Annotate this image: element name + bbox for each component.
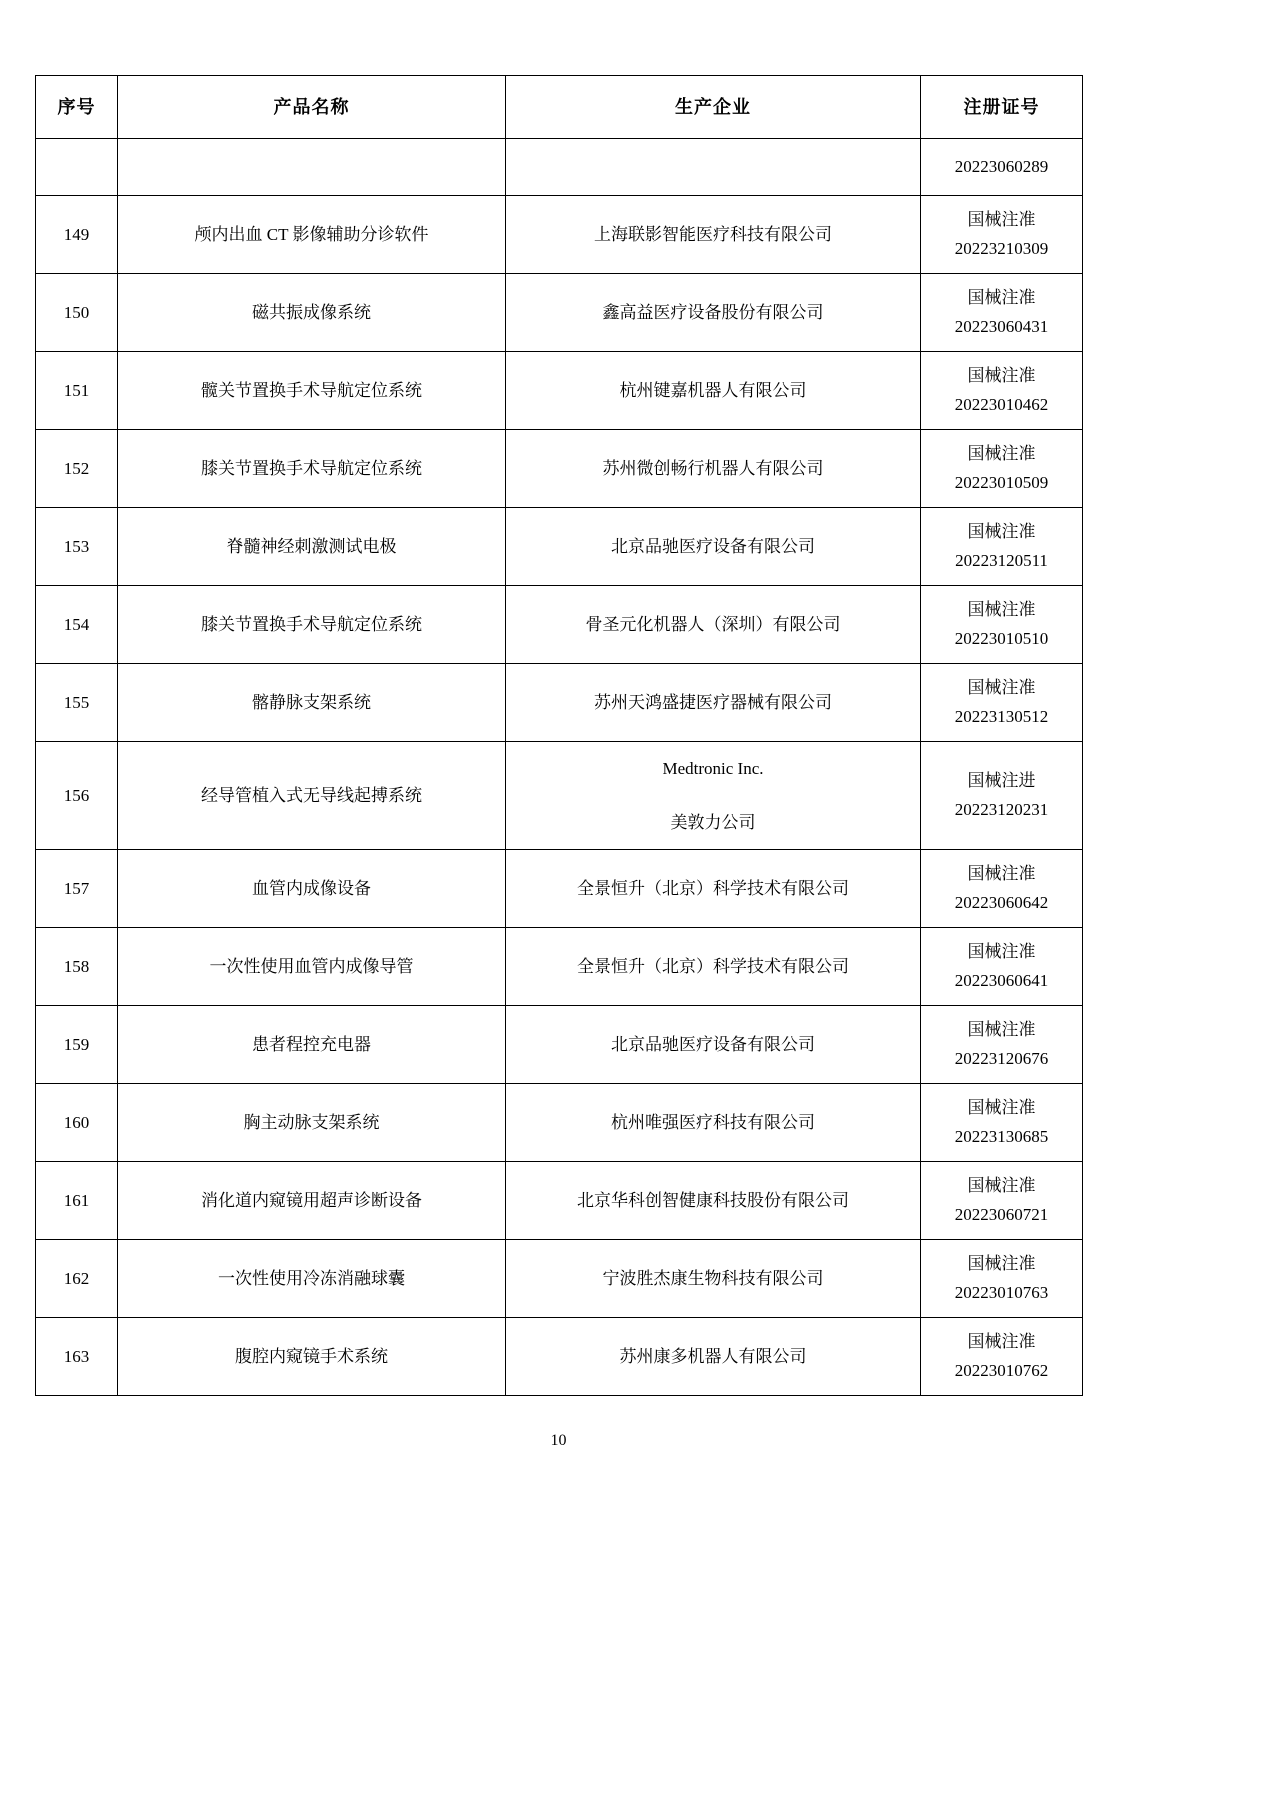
cell-manufacturer: [506, 274, 921, 352]
cell-product-name-text: 患者程控充电器: [252, 1034, 371, 1054]
cell-product-name-text: 磁共振成像系统: [252, 302, 371, 322]
cell-registration-number-text: 20223010462: [954, 395, 1049, 414]
cell-serial-number: [36, 1318, 118, 1396]
cell-registration-number: [921, 274, 1083, 352]
table-row: [36, 1240, 1083, 1318]
cell-product-name-text: 髋关节置换手术导航定位系统: [201, 380, 422, 400]
cell-manufacturer-text: 宁波胜杰康生物科技有限公司: [602, 1268, 824, 1288]
cell-registration-number-text: 国械注准: [967, 941, 1036, 961]
cell-registration-number-text: 国械注准: [967, 365, 1036, 385]
cell-serial-number-text: 151: [63, 380, 90, 400]
cell-registration-number-text: 20223130685: [954, 1127, 1049, 1146]
cell-serial-number: [36, 352, 118, 430]
cell-serial-number: [36, 850, 118, 928]
cell-serial-number: [36, 1240, 118, 1318]
cell-registration-number-text: 国械注准: [967, 1175, 1036, 1195]
cell-registration-number: [921, 850, 1083, 928]
cell-product-name: [118, 1318, 506, 1396]
table-row: [36, 742, 1083, 850]
cell-registration-number-text: 国械注准: [967, 677, 1036, 697]
cell-registration-number-text: 20223060289: [954, 156, 1049, 176]
cell-serial-number-text: 159: [63, 1034, 90, 1054]
cell-manufacturer-text: 北京品驰医疗设备有限公司: [611, 536, 815, 556]
cell-manufacturer-text: 苏州康多机器人有限公司: [619, 1346, 807, 1366]
cell-manufacturer: [506, 586, 921, 664]
cell-registration-number-text: 20223120231: [954, 800, 1049, 819]
cell-serial-number-text: 156: [63, 785, 90, 805]
cell-manufacturer: [506, 664, 921, 742]
header-product-name: 产品名称: [118, 76, 506, 139]
cell-manufacturer-text: 苏州天鸿盛捷医疗器械有限公司: [594, 692, 832, 712]
cell-manufacturer: [506, 139, 921, 196]
cell-registration-number: [921, 664, 1083, 742]
cell-serial-number-text: 158: [63, 956, 90, 976]
cell-manufacturer-text: 全景恒升（北京）科学技术有限公司: [577, 878, 849, 898]
cell-serial-number-text: 153: [63, 536, 90, 556]
table-row: [36, 430, 1083, 508]
table-row: [36, 508, 1083, 586]
cell-registration-number-text: 国械注准: [967, 209, 1036, 229]
cell-product-name-text: 髂静脉支架系统: [252, 692, 371, 712]
cell-registration-number: [921, 1240, 1083, 1318]
cell-product-name: [118, 586, 506, 664]
cell-serial-number: [36, 139, 118, 196]
cell-product-name: [118, 1240, 506, 1318]
cell-serial-number: [36, 928, 118, 1006]
cell-registration-number: [921, 196, 1083, 274]
cell-manufacturer: [506, 1084, 921, 1162]
cell-product-name-text: 一次性使用冷冻消融球囊: [218, 1268, 405, 1288]
cell-registration-number-text: 国械注准: [967, 521, 1036, 541]
cell-product-name: [118, 742, 506, 850]
cell-serial-number-text: 152: [63, 458, 90, 478]
cell-registration-number: [921, 508, 1083, 586]
cell-manufacturer-text: Medtronic Inc.: [662, 758, 764, 778]
cell-manufacturer-text: 苏州微创畅行机器人有限公司: [602, 458, 824, 478]
cell-manufacturer-text: 杭州唯强医疗科技有限公司: [611, 1112, 815, 1132]
cell-serial-number: [36, 196, 118, 274]
cell-registration-number-text: 20223010763: [954, 1283, 1049, 1302]
cell-manufacturer: [506, 1006, 921, 1084]
cell-registration-number-text: 国械注准: [967, 1097, 1036, 1117]
header-serial-number: 序号: [36, 76, 118, 139]
table-row: [36, 664, 1083, 742]
cell-product-name-text: 腹腔内窥镜手术系统: [235, 1346, 388, 1366]
table-row: [36, 139, 1083, 196]
cell-manufacturer: [506, 430, 921, 508]
table-row: [36, 1162, 1083, 1240]
table-header-row: [36, 76, 1083, 139]
cell-registration-number-text: 国械注准: [967, 1331, 1036, 1351]
cell-product-name: [118, 508, 506, 586]
cell-serial-number-text: 160: [63, 1112, 90, 1132]
cell-product-name: [118, 274, 506, 352]
cell-product-name: [118, 430, 506, 508]
cell-product-name: [118, 352, 506, 430]
table-row: [36, 1318, 1083, 1396]
cell-registration-number-text: 国械注准: [967, 287, 1036, 307]
cell-serial-number: [36, 586, 118, 664]
cell-manufacturer-text: 北京华科创智健康科技股份有限公司: [577, 1190, 849, 1210]
cell-product-name: [118, 139, 506, 196]
cell-product-name-text: 脊髓神经刺激测试电极: [226, 536, 397, 556]
cell-serial-number-text: 162: [63, 1268, 90, 1288]
cell-serial-number: [36, 430, 118, 508]
cell-registration-number-text: 国械注准: [967, 599, 1036, 619]
header-registration-number: 注册证号: [921, 76, 1083, 139]
cell-manufacturer: [506, 928, 921, 1006]
cell-manufacturer-text: 杭州键嘉机器人有限公司: [619, 380, 807, 400]
cell-registration-number-text: 20223010762: [954, 1361, 1049, 1380]
table-row: [36, 352, 1083, 430]
cell-registration-number-text: 20223060641: [954, 971, 1049, 990]
cell-product-name: [118, 1006, 506, 1084]
cell-product-name-text: 膝关节置换手术导航定位系统: [201, 458, 422, 478]
cell-serial-number: [36, 742, 118, 850]
registration-table: [35, 75, 1083, 1396]
cell-manufacturer-text: 鑫高益医疗设备股份有限公司: [602, 302, 824, 322]
table-row: [36, 850, 1083, 928]
cell-serial-number: [36, 508, 118, 586]
table-body: [36, 139, 1083, 1396]
cell-serial-number-text: 161: [63, 1190, 90, 1210]
cell-serial-number-text: 149: [63, 224, 90, 244]
cell-manufacturer: [506, 1240, 921, 1318]
table-row: [36, 196, 1083, 274]
cell-serial-number-text: 155: [63, 692, 90, 712]
cell-manufacturer: [506, 742, 921, 850]
table-row: [36, 928, 1083, 1006]
cell-product-name-text: 膝关节置换手术导航定位系统: [201, 614, 422, 634]
header-manufacturer: 生产企业: [506, 76, 921, 139]
cell-registration-number-text: 20223210309: [954, 239, 1049, 258]
cell-registration-number-text: 20223120511: [955, 551, 1048, 570]
cell-product-name: [118, 664, 506, 742]
cell-manufacturer: [506, 508, 921, 586]
cell-registration-number-text: 国械注准: [967, 1019, 1036, 1039]
cell-registration-number: [921, 928, 1083, 1006]
cell-registration-number-text: 20223130512: [954, 707, 1049, 726]
cell-serial-number-text: 157: [63, 878, 90, 898]
cell-registration-number-text: 国械注进: [967, 770, 1036, 790]
cell-manufacturer-text: 骨圣元化机器人（深圳）有限公司: [585, 614, 841, 634]
cell-registration-number: [921, 1006, 1083, 1084]
cell-registration-number-text: 20223060721: [954, 1205, 1049, 1224]
cell-serial-number: [36, 1084, 118, 1162]
cell-registration-number: [921, 742, 1083, 850]
cell-registration-number: [921, 1084, 1083, 1162]
table-row: [36, 1084, 1083, 1162]
cell-manufacturer: [506, 352, 921, 430]
cell-manufacturer-text: 上海联影智能医疗科技有限公司: [594, 224, 832, 244]
cell-registration-number-text: 20223060642: [954, 893, 1049, 912]
cell-serial-number-text: 163: [63, 1346, 90, 1366]
cell-manufacturer-text: 全景恒升（北京）科学技术有限公司: [577, 956, 849, 976]
cell-product-name: [118, 196, 506, 274]
cell-registration-number: [921, 430, 1083, 508]
cell-product-name: [118, 850, 506, 928]
cell-registration-number: [921, 1318, 1083, 1396]
cell-registration-number: [921, 139, 1083, 196]
cell-registration-number-text: 国械注准: [967, 1253, 1036, 1273]
cell-product-name: [118, 1162, 506, 1240]
cell-product-name-text: 经导管植入式无导线起搏系统: [201, 785, 422, 805]
table-row: [36, 274, 1083, 352]
cell-serial-number-text: 150: [63, 302, 90, 322]
table-row: [36, 586, 1083, 664]
cell-manufacturer: [506, 1318, 921, 1396]
cell-manufacturer: [506, 1162, 921, 1240]
cell-product-name: [118, 1084, 506, 1162]
cell-registration-number-text: 20223060431: [954, 317, 1049, 336]
cell-registration-number: [921, 352, 1083, 430]
cell-serial-number: [36, 1006, 118, 1084]
cell-registration-number: [921, 586, 1083, 664]
cell-serial-number: [36, 274, 118, 352]
cell-manufacturer-text: 美敦力公司: [670, 812, 756, 832]
cell-registration-number-text: 国械注准: [967, 863, 1036, 883]
cell-product-name-text: 胸主动脉支架系统: [243, 1112, 380, 1132]
table-row: [36, 1006, 1083, 1084]
cell-serial-number-text: 154: [63, 614, 90, 634]
cell-product-name-text: 一次性使用血管内成像导管: [209, 956, 414, 976]
cell-registration-number-text: 20223010509: [954, 473, 1049, 492]
page-number: 10: [550, 1432, 567, 1449]
cell-serial-number: [36, 1162, 118, 1240]
cell-product-name-text: 颅内出血 CT 影像辅助分诊软件: [194, 224, 429, 244]
cell-serial-number: [36, 664, 118, 742]
cell-manufacturer-text: 北京品驰医疗设备有限公司: [611, 1034, 815, 1054]
cell-product-name-text: 血管内成像设备: [252, 878, 371, 898]
cell-registration-number: [921, 1162, 1083, 1240]
cell-registration-number-text: 国械注准: [967, 443, 1036, 463]
cell-manufacturer: [506, 850, 921, 928]
cell-registration-number-text: 20223120676: [954, 1049, 1049, 1068]
cell-product-name-text: 消化道内窥镜用超声诊断设备: [201, 1190, 422, 1210]
cell-registration-number-text: 20223010510: [954, 629, 1049, 648]
cell-product-name: [118, 928, 506, 1006]
cell-manufacturer: [506, 196, 921, 274]
